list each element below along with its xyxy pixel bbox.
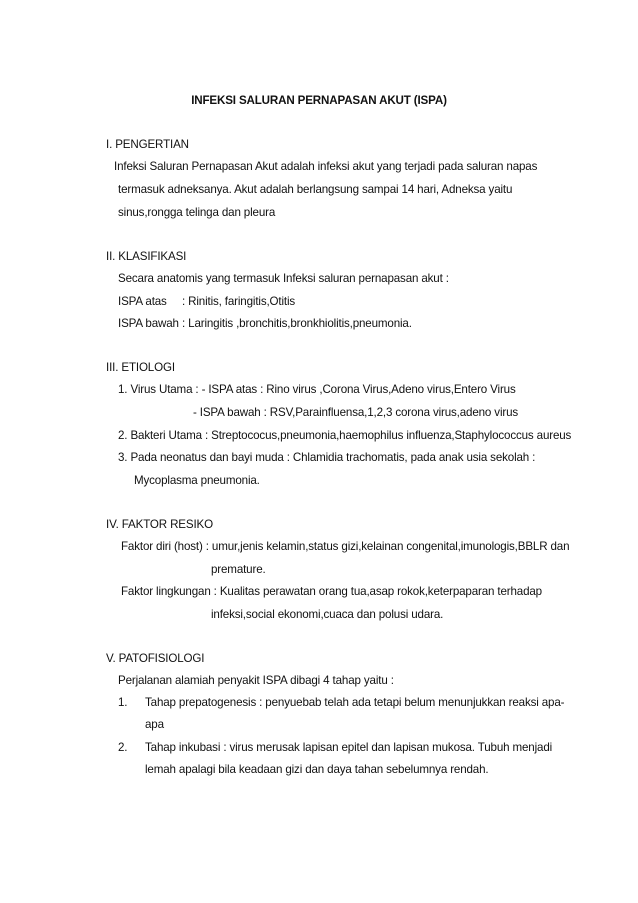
list-item-text: Tahap inkubasi : virus merusak lapisan epitel dan lapisan mukosa. Tubuh menjadi xyxy=(145,741,553,754)
section-2-heading: II. KLASIFIKASI xyxy=(106,250,187,263)
list-number: 2. xyxy=(118,741,128,754)
list-item-text: Tahap prepatogenesis : penyuebab telah ada tetapi belum menunjukkan reaksi apa- xyxy=(145,696,565,709)
section-5-line: Perjalanan alamiah penyakit ISPA dibagi 4 tahap yaitu : xyxy=(118,674,394,687)
list-number: 1. xyxy=(118,696,128,709)
section-4-line: infeksi,social ekonomi,cuaca dan polusi udara. xyxy=(211,608,444,621)
section-3-line: 1. Virus Utama : - ISPA atas : Rino virus ,Corona Virus,Adeno virus,Entero Virus xyxy=(118,383,516,396)
section-3-line: Mycoplasma pneumonia. xyxy=(134,474,260,487)
ispa-bawah-value: : Laringitis ,bronchitis,bronkhiolitis,pneumonia. xyxy=(182,317,412,330)
section-1-line: sinus,rongga telinga dan pleura xyxy=(118,206,276,219)
section-3-line: 2. Bakteri Utama : Streptococus,pneumonia,haemophilus influenza,Staphylococcus aureus xyxy=(118,429,572,442)
section-1-heading: I. PENGERTIAN xyxy=(106,138,189,151)
section-1-line: Infeksi Saluran Pernapasan Akut adalah infeksi akut yang terjadi pada saluran napas xyxy=(114,160,538,173)
section-2-line: Secara anatomis yang termasuk Infeksi saluran pernapasan akut : xyxy=(118,272,449,285)
section-4-line: premature. xyxy=(211,563,266,576)
section-5-heading: V. PATOFISIOLOGI xyxy=(106,652,205,665)
ispa-bawah-label: ISPA bawah xyxy=(118,317,179,330)
ispa-atas-label: ISPA atas xyxy=(118,295,167,308)
section-3-line: - ISPA bawah : RSV,Parainfluensa,1,2,3 corona virus,adeno virus xyxy=(193,406,519,419)
section-1-line: termasuk adneksanya. Akut adalah berlangsung sampai 14 hari, Adneksa yaitu xyxy=(118,183,513,196)
section-4-heading: IV. FAKTOR RESIKO xyxy=(106,518,213,531)
section-4-line: Faktor diri (host) : umur,jenis kelamin,status gizi,kelainan congenital,imunologis,BBLR dan xyxy=(121,540,570,553)
section-3-line: 3. Pada neonatus dan bayi muda : Chlamidia trachomatis, pada anak usia sekolah : xyxy=(118,451,536,464)
list-item-text: lemah apalagi bila keadaan gizi dan daya tahan sebelumnya rendah. xyxy=(145,763,489,776)
section-4-line: Faktor lingkungan : Kualitas perawatan orang tua,asap rokok,keterpaparan terhadap xyxy=(121,585,542,598)
document-title: INFEKSI SALURAN PERNAPASAN AKUT (ISPA) xyxy=(191,94,447,107)
section-3-heading: III. ETIOLOGI xyxy=(106,361,175,374)
ispa-atas-value: : Rinitis, faringitis,Otitis xyxy=(182,295,296,308)
list-item-text: apa xyxy=(145,718,164,731)
